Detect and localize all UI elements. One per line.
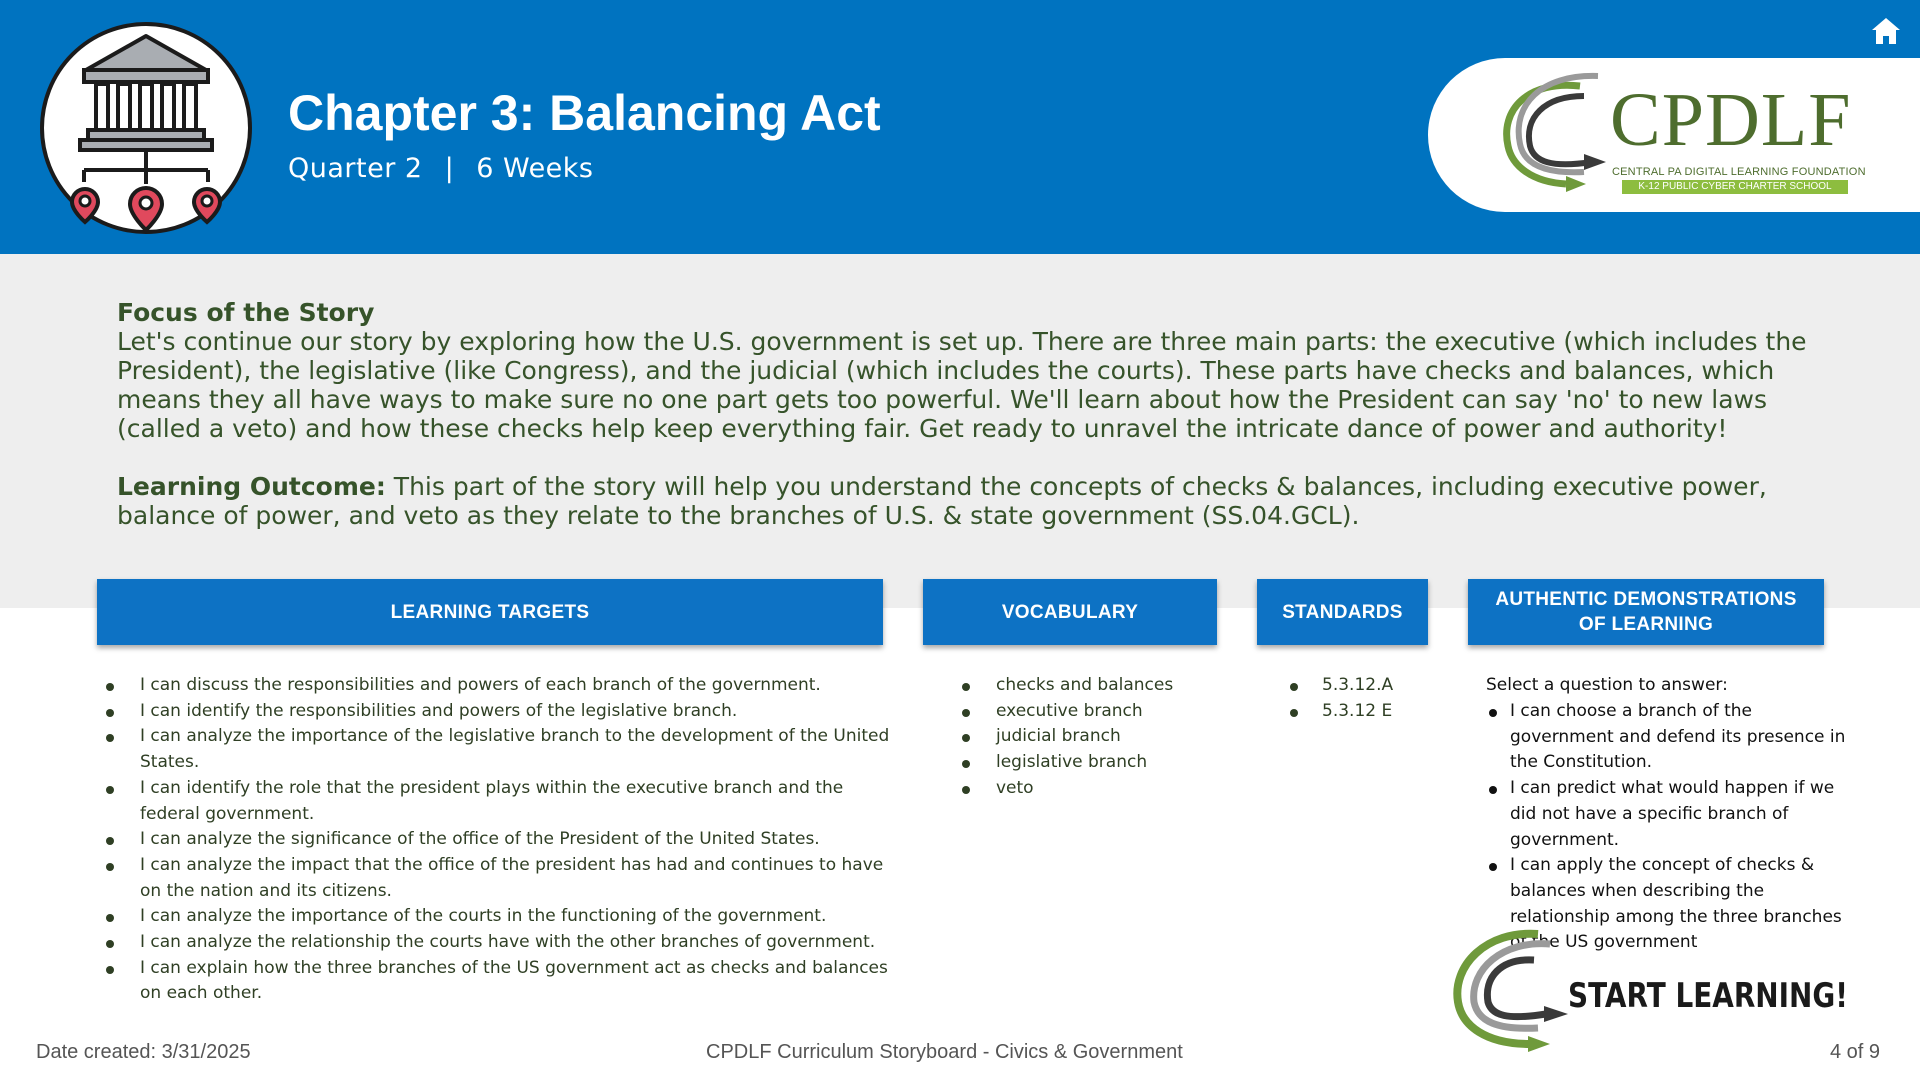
learning-outcome (117, 472, 1837, 530)
demonstrations-header-line1: AUTHENTIC DEMONSTRATIONS (1495, 589, 1797, 610)
home-icon[interactable] (1870, 16, 1902, 46)
learning-targets-header: LEARNING TARGETS (97, 579, 883, 645)
list-item: I can analyze the impact that the office of the president has had and continues to have on the nation and its citizens. (104, 853, 904, 904)
government-building-icon (44, 26, 248, 230)
logo-subtitle: CENTRAL PA DIGITAL LEARNING FOUNDATION (1612, 166, 1866, 178)
quarter-label: Quarter 2 (288, 153, 423, 184)
list-item: I can analyze the significance of the office of the President of the United States. (104, 827, 904, 853)
subtitle (288, 152, 594, 186)
start-learning-button[interactable] (1446, 926, 1848, 1058)
subtitle-separator: | (444, 153, 455, 184)
standards-list (1288, 673, 1448, 724)
list-item: I can analyze the importance of the legislative branch to the development of the United States. (104, 724, 904, 775)
vocabulary-header: VOCABULARY (923, 579, 1217, 645)
demonstrations-header (1468, 579, 1824, 645)
focus-body: Let's continue our story by exploring how the U.S. government is set up. There are three main parts: the executive (which includes the President), the legislative (like Congress), and the judicial (which includes the courts). These parts have checks and balances, which means they all have ways to make sure no one part gets too powerful. We'll learn about how the President can say 'no' to new laws (called a veto) and how these checks help keep everything fair. Get ready to unravel the intricate dance of power and authority! (117, 327, 1807, 443)
standards-header: STANDARDS (1257, 579, 1428, 645)
demonstrations-list (1486, 699, 1856, 956)
list-item: I can identify the responsibilities and powers of the legislative branch. (104, 699, 904, 725)
list-item: 5.3.12 E (1288, 699, 1448, 725)
emblem (40, 22, 252, 234)
footer-date: Date created: 3/31/2025 (36, 1041, 251, 1063)
list-item: 5.3.12.A (1288, 673, 1448, 699)
list-item: I can analyze the relationship the courts have with the other branches of government. (104, 930, 904, 956)
list-item: I can discuss the responsibilities and powers of each branch of the government. (104, 673, 904, 699)
focus-of-story (117, 298, 1837, 443)
outcome-label: Learning Outcome: (117, 472, 386, 501)
list-item: I can identify the role that the president plays within the executive branch and the federal government. (104, 776, 904, 827)
list-item: I can choose a branch of the government and defend its presence in the Constitution. (1486, 699, 1856, 776)
logo-tagline: K-12 PUBLIC CYBER CHARTER SCHOOL (1622, 180, 1848, 194)
cpdlf-swoosh-icon (1488, 66, 1618, 206)
list-item: I can analyze the importance of the courts in the functioning of the government. (104, 904, 904, 930)
logo-name: CPDLF (1610, 78, 1852, 162)
footer-title: CPDLF Curriculum Storyboard - Civics & Government (706, 1041, 1183, 1063)
list-item: checks and balances (960, 673, 1240, 699)
learning-targets-list (104, 673, 904, 1007)
logo-card (1428, 58, 1920, 212)
list-item: I can predict what would happen if we did not have a specific branch of government. (1486, 776, 1856, 853)
demonstrations-intro: Select a question to answer: (1486, 675, 1728, 695)
vocabulary-list (960, 673, 1240, 802)
page-title: Chapter 3: Balancing Act (288, 85, 881, 141)
list-item: I can explain how the three branches of the US government act as checks and balances on each other. (104, 956, 904, 1007)
list-item: I can apply the concept of checks & balances when describing the relationship among the three branches of the US government (1486, 853, 1856, 956)
start-learning-label: START LEARNING! (1568, 976, 1848, 1016)
outcome-body: This part of the story will help you understand the concepts of checks & balances, including executive power, balance of power, and veto as they relate to the branches of U.S. & state government (SS.04.GCL). (117, 472, 1767, 530)
list-item: judicial branch (960, 724, 1240, 750)
list-item: veto (960, 776, 1240, 802)
footer-page-number: 4 of 9 (1830, 1041, 1881, 1063)
demonstrations-header-line2: OF LEARNING (1578, 614, 1714, 635)
list-item: executive branch (960, 699, 1240, 725)
focus-heading: Focus of the Story (117, 298, 375, 327)
duration-label: 6 Weeks (476, 153, 594, 184)
list-item: legislative branch (960, 750, 1240, 776)
swoosh-arrows-icon (1446, 926, 1576, 1056)
